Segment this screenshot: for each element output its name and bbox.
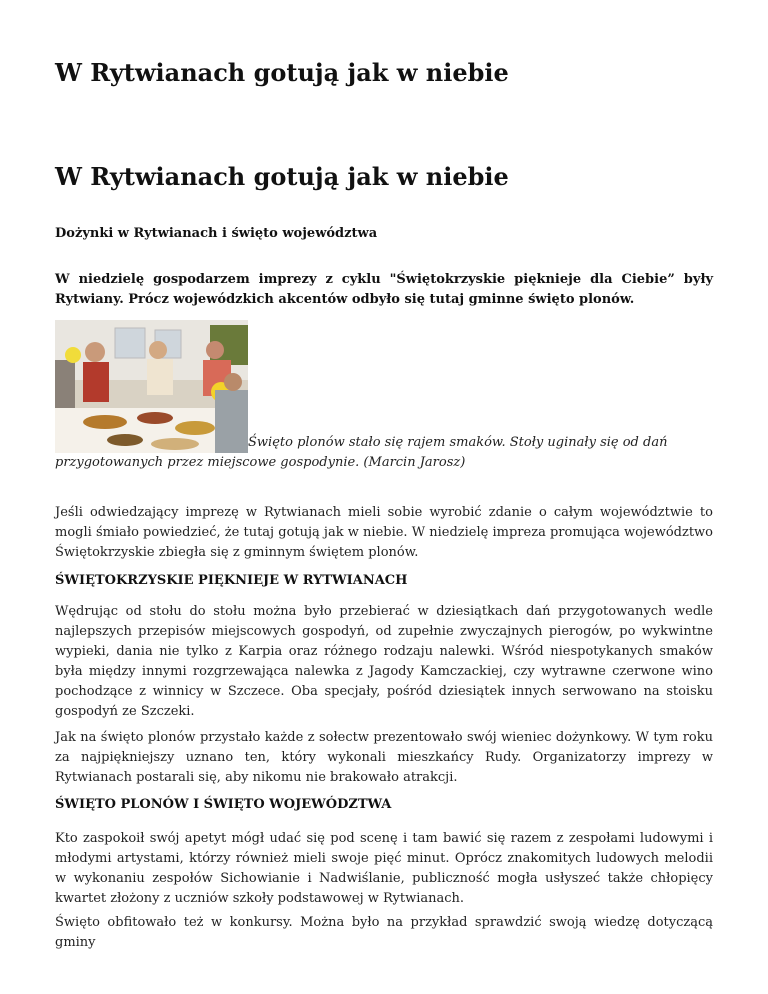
article-subtitle: Dożynki w Rytwianach i święto województwa [55, 226, 378, 241]
article-title: W Rytwianach gotują jak w niebie [55, 162, 509, 191]
section-heading-1: ŚWIĘTOKRZYSKIE PIĘKNIEJE W RYTWIANACH [55, 573, 408, 588]
photo-caption: Święto plonów stało się rajem smaków. Stoły uginały się od dań przygotowanych przez miejscowe gospodynie. (Marcin Jarosz) [55, 435, 668, 470]
paragraph-1: Jeśli odwiedzający imprezę w Rytwianach mieli sobie wyrobić zdanie o całym województwie to mogli śmiało powiedzieć, że tutaj gotują jak w niebie. W niedzielę impreza promująca województwo Świętokrzyskie zbiegła się z gminnym świętem plonów. [55, 505, 713, 560]
paragraph-5: Święto obfitowało też w konkursy. Można było na przykład sprawdzić swoją wiedzę dotyczącą gminy [55, 915, 713, 950]
article-lead: W niedzielę gospodarzem imprezy z cyklu "Świętokrzyskie piękniejе dla Ciebie” były Rytwiany. Prócz wojewódzkich akcentów odbyło się tutaj gminne święto plonów. [55, 272, 713, 307]
section-heading-2: ŚWIĘTO PLONÓW I ŚWIĘTO WOJEWÓDZTWA [55, 797, 392, 812]
paragraph-2: Wędrując od stołu do stołu można było przebierać w dziesiątkach dań przygotowanych wedle najlepszych przepisów miejscowych gospodyń, od zupełnie zwyczajnych pierogów, po wykwintne wypieki, dania nie tylko z Karpia oraz różnego rodzaju nalewki. Wśród niespotykanych smaków była między innymi rozgrzewająca nalewka z Jagody Kamczackiej, czy wytrawne czerwone wino pochodzące z winnicy w Szczece. Oba specjały, pośród dziesiątek innych serwowano na stoisku gospodyń ze Szczeki. [55, 604, 713, 719]
header-title: W Rytwianach gotują jak w niebie [55, 58, 509, 87]
paragraph-3: Jak na święto plonów przystało każde z sołectw prezentowało swój wieniec dożynkowy. W tym roku za najpiękniejszy uznano ten, który wykonali mieszkańcy Rudy. Organizatorzy imprezy w Rytwianach postarali się, aby nikomu nie brakowało atrakcji. [55, 730, 713, 785]
paragraph-4: Kto zaspokoił swój apetyt mógł udać się pod scenę i tam bawić się razem z zespołami ludowymi i młodymi artystami, którzy również mieli swoje pięć minut. Oprócz znakomitych ludowych melodii w wykonaniu zespołów Sichowianie i Nadwiślanie, publiczność mogła usłyszeć także chłopięcy kwartet złożony z uczniów szkoły podstawowej w Rytwianach. [55, 831, 713, 906]
